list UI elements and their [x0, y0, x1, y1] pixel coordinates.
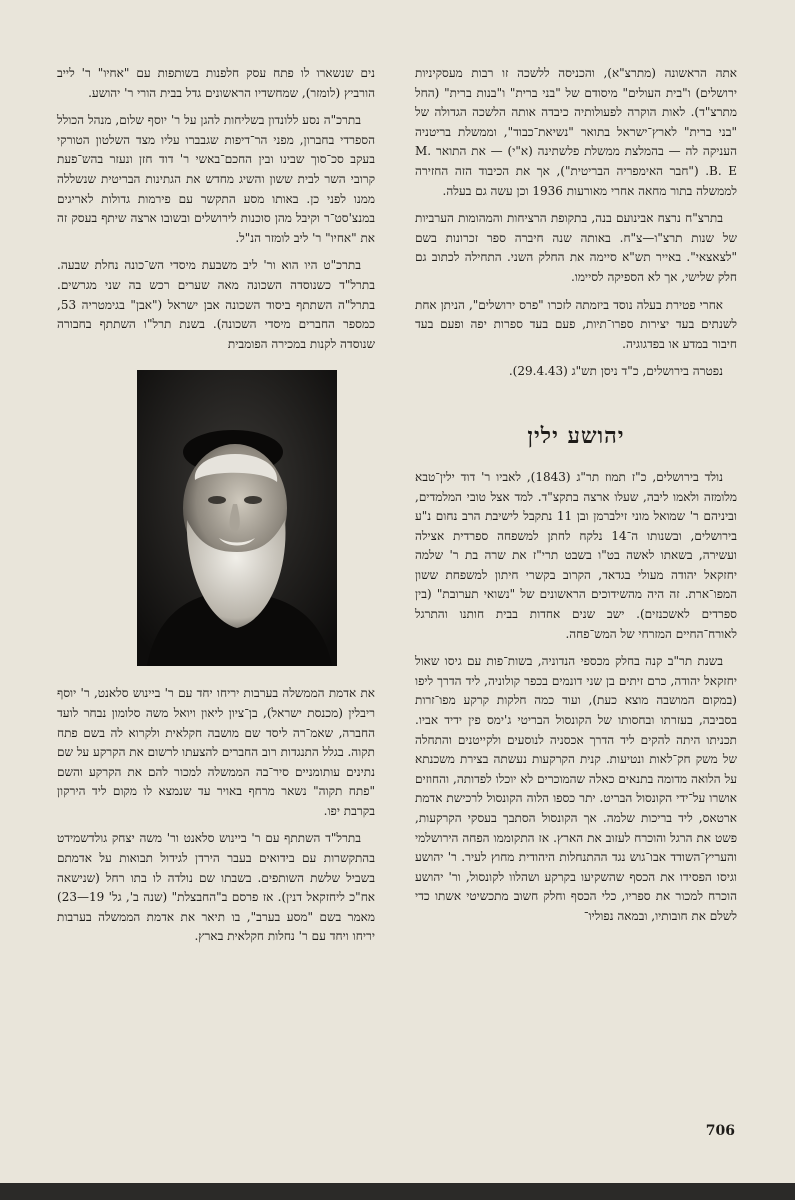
paragraph: את אדמת הממשלה בערבות יריחו יחד עם ר' ביינוש סלאנט, ר' יוסף ריבלין (מכנסת ישראל), בן־ציון ליאון ויואל משה סלומון נבחר לועד החברה, שאמ־רה ליסד שם מושבה חקלאית ולקרוא לה בשם פתח תקוה. בגלל התנגדות רוב החברים להצעתו לרשום את הקרקע על שם נתינים עותומניים סיר־בה הממשלה למכור להם את הקרקע והשם "פתח תקוה" נשאר מרחף באויר עד שנמצא לו מקום ליד הירקון בקרבת יפו. [57, 686, 375, 818]
paragraph: אתה הראשונה (מתרצ"א), והכניסה ללשכה זו רבות מעסקיניות ירושלים) ו"בית העולים" מיסודם של "בני ברית" ו"בנות ברית" (החל מתרצ"ד). לאות הוקרה לפעולותיה כיבדה אותה הלשכה הגדולה של "בני ברית" לארץ־ישראל בתואר "נשיאת־כבוד", וממשלת בריטניה העניקה לה — בהמלצת ממשלת פלשתינה (א"י) — את התואר M. B. E. ("חבר האימפריה הבריטית"), אך את הכיבוד הזה החזירה לממשלה בתור מחאה אחרי מאורעות 1936 וכן עשה גם בעלה. [415, 66, 737, 198]
paragraph: נולד בירושלים, כ"ז תמוז תר"ג (1843), לאביו ר' דוד ילין־טבא מלומזה ולאמו ליבה, שעלו ארצה בתקצ"ד. למד אצל טובי המלמדים, וביניהם ר' שמואל מוני זילברמן ובן 11 נתקבל לישיבת הרב נחום נ"ע בירושלים, ובשנותו ה־14 נלקח לחתן למשפחה ספרדית אצילה ועשירה, בשאתו לאשה בט"ו בשבט תרי"ז את שרה בת ר' שלמה יחזקאל יהודה מעולי בגדאד, הקרוב בקשרי חיתון למשפחת ששון המפו־ארת. זה היה מהשידוכים הראשונים של "נשואי תערובת" (בין ספרדים לאשכנזים). ישב שנים אחדות בבית חותנו והתרגל לאורח־החיים המזרחי של המש־פחה. [415, 469, 737, 641]
paragraph: בתרכ"ט היו הוא ור' ליב משבעת מיסדי הש־כונה נחלת שבעה. בתרל"ד כשנוסדה השכונה מאה שערים רכש בה שני מגרשים. בתרל"ה השתתף ביסוד השכונה אבן ישראל ("אבן" בגימטריה 53, כמספר החברים מיסדי השכונה). בשנת תרל"ו השתתף בחבורה שנוסדה לקנות במכירה הפומבית [57, 258, 375, 351]
portrait-illustration [137, 370, 337, 666]
paragraph: נים שנשארו לו פתח עסק חלפנות בשותפות עם "אחיו" ר' לייב הורביץ (לומזר), שמחשדיו הראשונים גדל בבית הורי ר' יהושע. [57, 66, 375, 100]
paragraph: בתרל"ד השתתף עם ר' ביינוש סלאנט ור' משה יצחק גולדשמידט בהתקשרות עם בידואים בעבר הירדן לגידול תבואות על אדמתם בשביל שלשת השותפים. בשבתו שם נולדה לו בתו רחל (שנישאה אח"כ ליחזקאל דנין). אז פרסם ב"החבצלת" (שנה ב', גל' 19—23) מאמר בשם "מסע בערב", בו תיאר את אדמת הממשלה בערבות יריחו ויחד עם ר' נחלות חקלאית בארץ. [57, 831, 375, 944]
portrait-photo [137, 370, 337, 666]
scan-bottom-edge [0, 1183, 795, 1200]
right-column [415, 64, 737, 935]
paragraph: בתרצ"ח נרצח אבינועם בנה, בתקופת הרציחות והמהומות הערביות של שנות תרצ"ו—צ"ח. באותה שנה חיברה ספר זכרונות בשם "לצאצאי". באייר תש"א סיימה את החלק השני. התחילה לכתוב גם חלק שלישי, אך לא הספיקה לסיימו. [415, 211, 737, 284]
paragraph: אחרי פטירת בעלה נוסד ביזמתה לזכרו "פרס ירושלים", הניתן אחת לשנתים בעד יצירות ספרו־תיות, פעם בעד ספרות יפה ופעם בעד חיבור במדע או בפדגוגיה. [415, 297, 737, 351]
page-number: 706 [705, 1123, 735, 1139]
death-date-line: נפטרה בירושלים, כ"ד ניסן תש"ג (29.4.43). [508, 364, 723, 379]
paragraph: בשנת תר"ב קנה בחלק מכספי הנדוניה, בשות־פות עם גיסו שאול יחזקאל יהודה, כרם זיתים בן שני דונמים בכפר קולוניה, ליד הדרך ליפו (במקום המושבה מוצא כעת), ועוד כמה חלקות קרקע מפו־זרות בסביבה, בעזרתו ובחסותו של הקונסול הבריטי ג'ימס פין ידיד אביו. תכניתו היתה להקים ליד הדרך אכסניה לנוסעים ולקייטנים והתחלה של משק חק־לאות ונטיעות. קנית הקרקעות נעשתה בצירת משכנתא על הלואה מדומה בתנאים כאלה שהמוכרים לא יוכלו לפדותה, והחוזים אושרו על־ידי הקונסול הבריט. יתר כספו הלוה הקונסול לרכישת אדמת ארטאס, ליד בריכות שלמה. אך הקונסול הסתבך בעסקי הקרקעות, פשט את הרגל והוכרח לעזוב את הארץ. אז התקוממו הפחה הירושלמי והעריץ־השודד אבו־גוש נגד ההתנחלות היהודית מחוץ לעיר. ר' יהושע וגיסו הפסידו את הכסף שהשקיעו בקרקע ושהלוו לקונסול, ור' יהושע הוכרח למכור את ספריו, כלי הכסף וחלק חשוב מתכשיטי אשתו כדי לשלם את חובותיו, ובמאה נפוליו־ [415, 654, 737, 923]
paragraph: בתרכ"ה נסע ללונדון בשליחות להגן על ר' יוסף שלום, מנהל הכולל הספרדי בחברון, מפני הר־דיפות שגבברו עליו מצד השלטון הטורקי בעקב סכ־סוך שבינו ובין החכם־באשי ר' דוד חזן ונעזר בהש־פעת קרובי השר לבית ששון והשיג מחדש את הגתינות הבריטית שנשללה ממנו לפני כן. באותו מסע התקשר עם פירמות גדולות לאריגים במנצ'סט־ר וקיבל מהן סוכנות לירושלים ובשובו ארצה שיתף בעסק זה את "אחיו" ר' ליב לומזר הנ"ל. [57, 113, 375, 245]
left-column [57, 64, 375, 955]
article-heading: יהושע ילין [527, 422, 625, 449]
